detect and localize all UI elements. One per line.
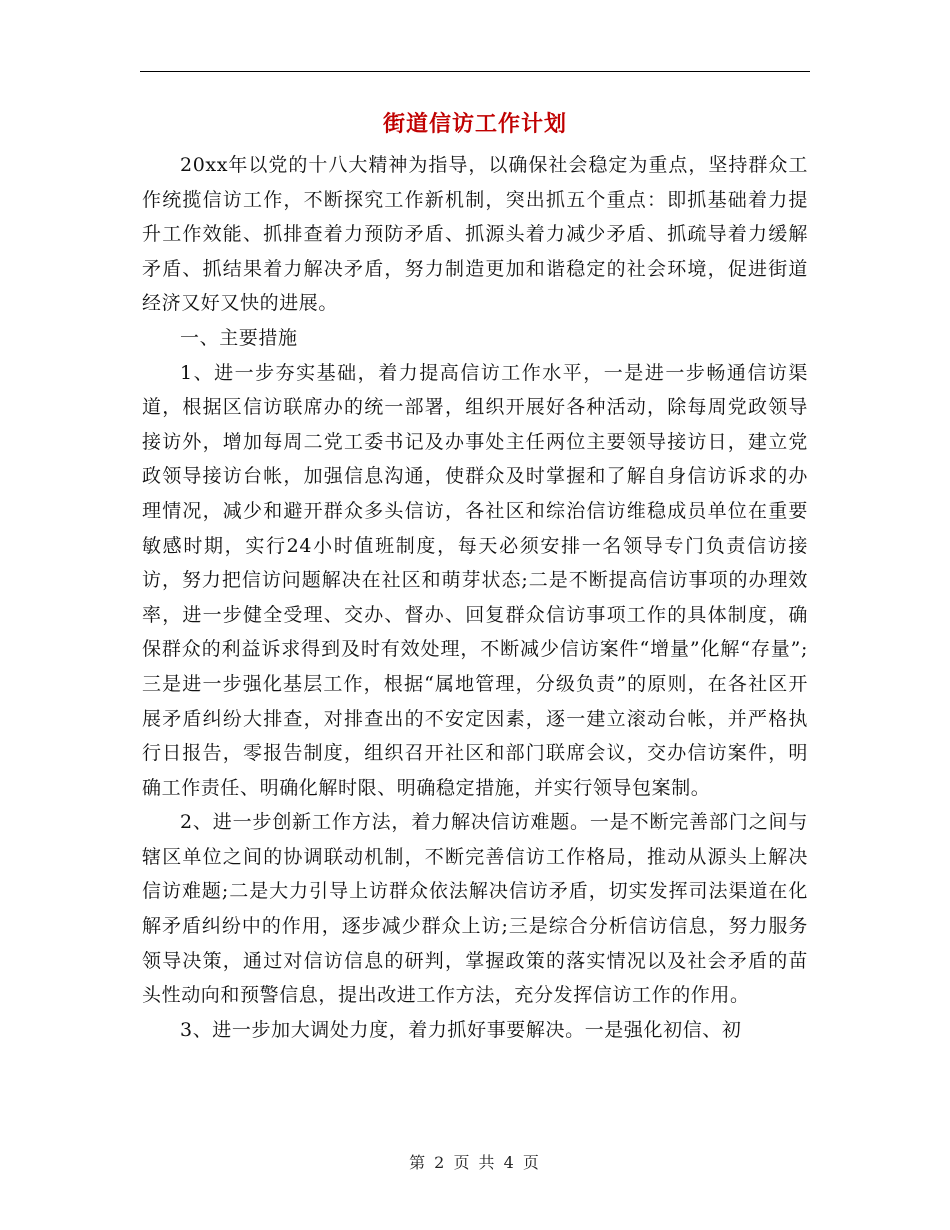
paragraph-intro: 20xx年以党的十八大精神为指导，以确保社会稳定为重点，坚持群众工作统揽信访工作，不断探究工作新机制，突出抓五个重点：即抓基础着力提升工作效能、抓排查着力预防矛盾、抓源头着力减少矛盾、抓疏导着力缓解矛盾、抓结果着力解决矛盾，努力制造更加和谐稳定的社会环境，促进街道经济又好又快的进展。	[142, 154, 808, 315]
page-number-footer: 第 2 页 共 4 页	[409, 1153, 541, 1172]
section-heading-main-measures: 一、主要措施	[180, 326, 298, 349]
paragraph-measure-1: 1、进一步夯实基础，着力提高信访工作水平，一是进一步畅通信访渠道，根据区信访联席办的统一部署，组织开展好各种活动，除每周党政领导接访外，增加每周二党工委书记及办事处主任两位主要领导接访日，建立党政领导接访台帐，加强信息沟通，使群众及时掌握和了解自身信访诉求的办理情况，减少和避开群众多头信访，各社区和综治信访维稳成员单位在重要敏感时期，实行24小时值班制度，每天必须安排一名领导专门负责信访接访，努力把信访问题解决在社区和萌芽状态;二是不断提高信访事项的办理效率，进一步健全受理、交办、督办、回复群众信访事项工作的具体制度，确保群众的利益诉求得到及时有效处理，不断减少信访案件“增量”化解“存量”;三是进一步强化基层工作，根据“属地管理，分级负责”的原则，在各社区开展矛盾纠纷大排查，对排查出的不安定因素，逐一建立滚动台帐，并严格执行日报告，零报告制度，组织召开社区和部门联席会议，交办信访案件，明确工作责任、明确化解时限、明确稳定措施，并实行领导包案制。	[142, 361, 808, 799]
paragraph-measure-3: 3、进一步加大调处力度，着力抓好事要解决。一是强化初信、初	[180, 1018, 742, 1041]
header-rule	[140, 71, 810, 72]
document-body	[142, 148, 808, 1047]
document-title: 街道信访工作计划	[382, 111, 567, 137]
paragraph-measure-2: 2、进一步创新工作方法，着力解决信访难题。一是不断完善部门之间与辖区单位之间的协调联动机制，不断完善信访工作格局，推动从源头上解决信访难题;二是大力引导上访群众依法解决信访矛盾，切实发挥司法渠道在化解矛盾纠纷中的作用，逐步减少群众上访;三是综合分析信访信息，努力服务领导决策，通过对信访信息的研判，掌握政策的落实情况以及社会矛盾的苗头性动向和预警信息，提出改进工作方法，充分发挥信访工作的作用。	[142, 811, 808, 1007]
